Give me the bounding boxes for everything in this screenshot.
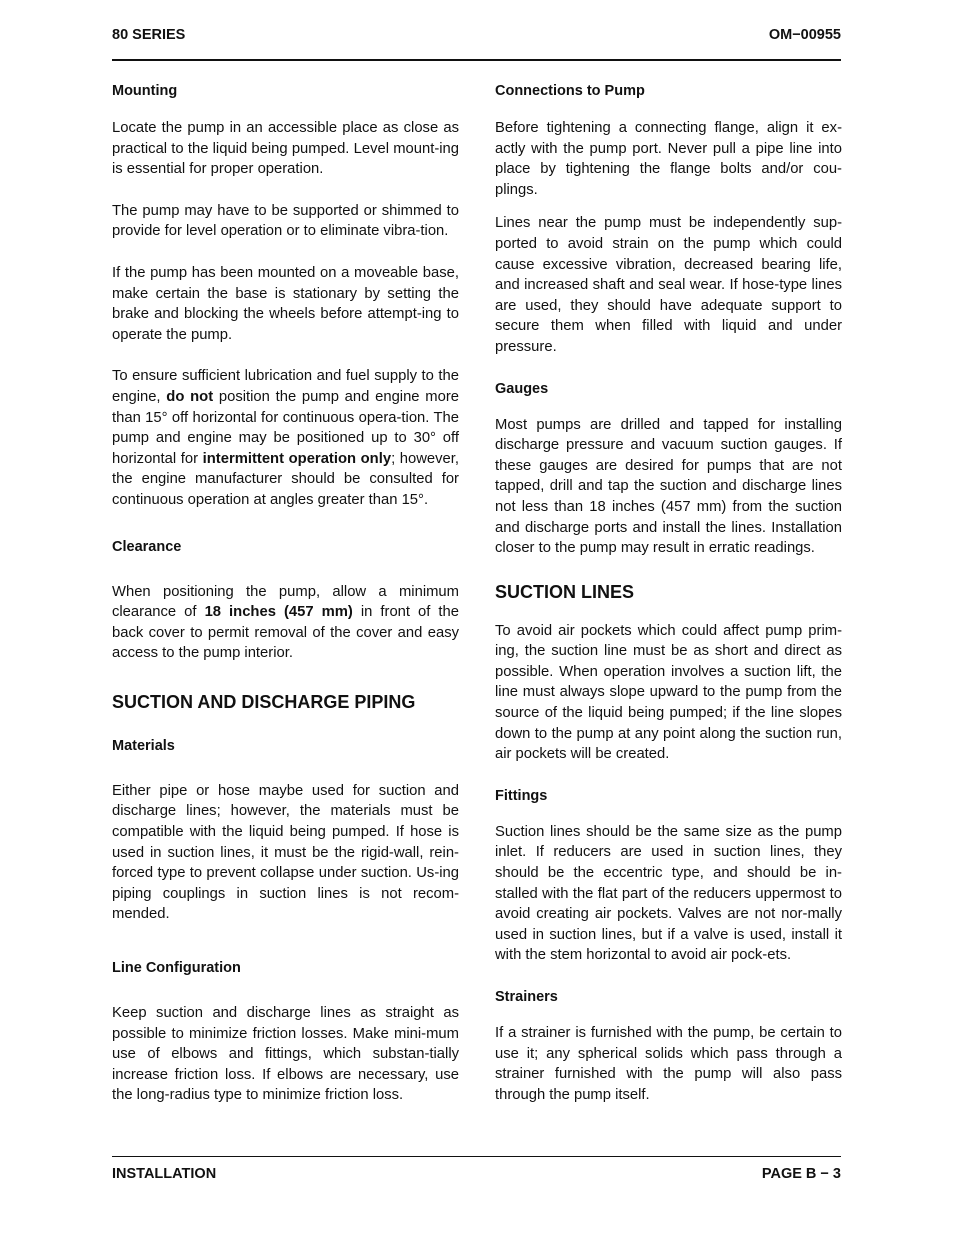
page-header [112, 27, 841, 43]
clearance-paragraph: When positioning the pump, allow a minimum clearance of 18 inches (457 mm) in front of the back cover to permit removal of the cover and easy access to the pump interior. [112, 583, 459, 662]
gauges-heading: Gauges [495, 380, 549, 397]
connections-paragraph-1: Before tightening a connecting flange, align it ex-actly with the pump port. Never pull a pipe line into place by tightening the flange bolts and/or cou-plings. [495, 120, 842, 198]
connections-paragraph-2: Lines near the pump must be independently sup-ported to avoid strain on the pump which could cause excessive vibration, decreased bearing life, and increased shaft and seal wear. If hose-type lines are used, they should have adequate support to secure them when filled with liquid and under pressure. [495, 215, 842, 355]
document-number: OM−00955 [768, 27, 841, 43]
mounting-heading: Mounting [112, 83, 178, 99]
mounting-paragraph-3: If the pump has been mounted on a moveable base, make certain the base is stationary by setting the brake and blocking the wheels before attempt-ing to operate the pump. [112, 264, 459, 343]
left-column [112, 81, 459, 1106]
lubrication-paragraph: To ensure sufficient lubrication and fuel supply to the engine, do not position the pump and engine more than 15° off horizontal for continuous opera-tion. The pump and engine may be positioned up to 30° off horizontal for intermittent operation only; however, the engine manufacturer should be consulted for continuous operation at angles greater than 15°. [112, 368, 459, 508]
suction-lines-section-title: SUCTION LINES [495, 581, 635, 602]
footer-rule [112, 1156, 841, 1157]
series-label: 80 SERIES [112, 27, 186, 43]
right-column [495, 81, 842, 1105]
line-configuration-heading: Line Configuration [112, 960, 241, 977]
intermittent-operation-emphasis: intermittent operation only [202, 450, 392, 467]
section-name: INSTALLATION [112, 1166, 217, 1182]
connections-heading: Connections to Pump [495, 83, 645, 99]
materials-heading: Materials [112, 737, 175, 754]
header-rule [112, 59, 841, 61]
line-configuration-paragraph: Keep suction and discharge lines as straight as possible to minimize friction losses. Make mini-mum use of elbows and fittings, which substan-tially increase friction loss. If elbows are necessary, use the long-radius type to minimize friction loss. [112, 1005, 459, 1104]
clearance-distance-emphasis: 18 inches (457 mm) [204, 604, 353, 621]
do-not-emphasis: do not [166, 388, 214, 405]
fittings-heading: Fittings [495, 787, 548, 804]
fittings-paragraph: Suction lines should be the same size as the pump inlet. If reducers are used in suction lines, they should be the eccentric type, and should be in-stalled with the flat part of the reducers uppermost to avoid creating air pockets. Valves are not nor-mally used in suction lines, but if a valve is used, install it with the stem horizontal to avoid air pock-ets. [495, 823, 842, 964]
page-footer [112, 1166, 841, 1182]
materials-paragraph: Either pipe or hose maybe used for suction and discharge lines; however, the materials must be compatible with the liquid being pumped. If hose is used in suction lines, it must be the rigid-wall, rein-forced type to prevent collapse under suction. Us-ing piping couplings in suction lines is not recom-mended. [112, 782, 459, 923]
mounting-paragraph-2: The pump may have to be supported or shimmed to provide for level operation or to eliminate vibra-tion. [112, 202, 459, 240]
strainers-paragraph: If a strainer is furnished with the pump, be certain to use it; any spherical solids which pass through a strainer furnished with the pump will also pass through the pump itself. [495, 1025, 842, 1103]
mounting-paragraph-1: Locate the pump in an accessible place as close as practical to the liquid being pumped. Level mount-ing is essential for proper operation. [112, 120, 459, 178]
gauges-paragraph: Most pumps are drilled and tapped for installing discharge pressure and vacuum suction gauges. If these gauges are desired for pumps that are not tapped, drill and tap the suction and discharge lines not less than 18 inches (457 mm) from the suction and discharge ports and install the lines. Installation closer to the pump may result in erratic readings. [495, 416, 842, 557]
page-number: PAGE B − 3 [761, 1166, 841, 1182]
clearance-heading: Clearance [112, 538, 182, 555]
piping-section-title: SUCTION AND DISCHARGE PIPING [112, 691, 416, 712]
strainers-heading: Strainers [495, 989, 558, 1005]
suction-lines-paragraph: To avoid air pockets which could affect pump prim-ing, the suction line must be as short and direct as possible. When operation involves a suction lift, the line must always slope upward to the pump from the source of the liquid being pumped; if the line slopes down to the pump at any point along the suction run, air pockets will be created. [495, 622, 842, 763]
